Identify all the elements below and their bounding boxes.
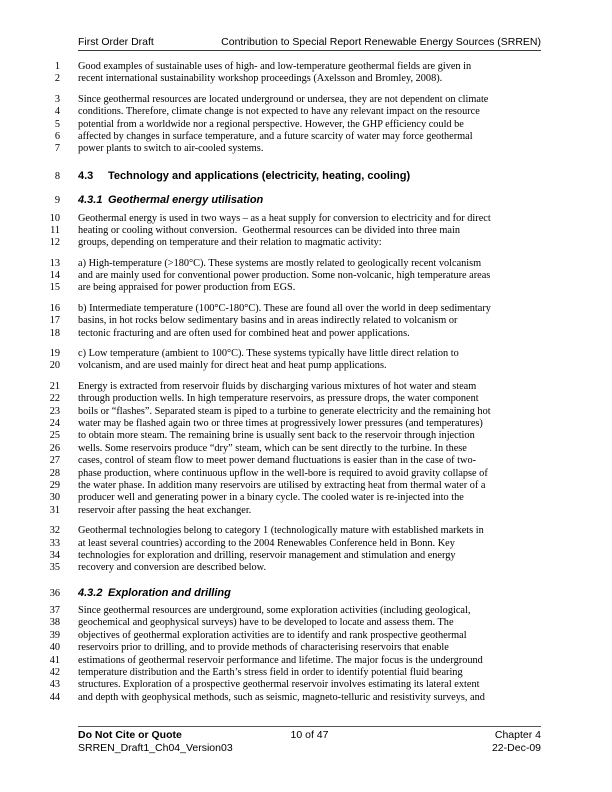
- text-line: [0, 617, 541, 629]
- body-text: b) Intermediate temperature (100°C-180°C). These are found all over the world in deep sedimentary: [78, 302, 491, 314]
- text-line: [0, 393, 541, 405]
- line-number: 1: [54, 61, 60, 72]
- text-line: [0, 655, 541, 667]
- line-number: 14: [49, 270, 60, 282]
- section-heading: [0, 194, 541, 206]
- section-heading: [0, 170, 541, 182]
- heading-line: [0, 170, 541, 182]
- text-line: [0, 605, 541, 617]
- body-text: boils or “flashes”. Separated steam is piped to a turbine to generate electricity and the remaining hot: [78, 405, 491, 417]
- body-text: Since geothermal resources are located underground or undersea, they are not dependent on climate: [78, 93, 489, 105]
- body-text: producer well and generating power in a binary cycle. The cooled water is re-injected into the: [78, 492, 464, 504]
- line-number: 20: [49, 360, 60, 372]
- footer-file-name: SRREN_Draft1_Ch04_Version03: [78, 742, 233, 754]
- line-number: 4: [54, 106, 60, 118]
- text-line: [0, 406, 541, 418]
- body-text: a) High-temperature (>180°C). These systems are mostly related to geologically recent volcanism: [78, 257, 482, 269]
- text-line: [0, 679, 541, 691]
- body-text: through production wells. In high temperature reservoirs, as pressure drops, the water component: [78, 393, 479, 405]
- heading-text: [60, 587, 231, 599]
- line-number: 35: [49, 562, 60, 574]
- text-line: [0, 225, 541, 237]
- page-footer: [78, 726, 541, 755]
- text-line: [0, 630, 541, 642]
- body-text: volcanism, and are used mainly for direct heat and heat pump applications.: [78, 360, 387, 372]
- text-line: [0, 443, 541, 455]
- line-number: 9: [54, 195, 60, 207]
- line-number: 12: [49, 237, 60, 249]
- line-number: 3: [54, 93, 60, 105]
- body-text: Since geothermal resources are underground, some exploration activities (including geological,: [78, 605, 471, 617]
- line-number: 6: [54, 130, 60, 142]
- text-line: [0, 106, 541, 118]
- line-number: 38: [49, 617, 60, 629]
- paragraph: [0, 94, 541, 156]
- text-line: [0, 381, 541, 393]
- line-number: 32: [49, 525, 60, 537]
- line-number: 11: [50, 224, 60, 236]
- body-text: the water phase. In addition many reservoirs are utilised by extracting heat from thermal water of a: [78, 479, 486, 491]
- text-line: [0, 418, 541, 430]
- body-text: reservoirs prior to drilling, and to provide methods of characterising reservoirs that enable: [78, 642, 449, 654]
- paragraph: [0, 303, 541, 340]
- body-text: temperature distribution and the Earth’s stress field in order to identify potential fluid bearing: [78, 667, 463, 679]
- section-heading: [0, 587, 541, 599]
- heading-number: 4.3: [78, 169, 94, 182]
- body-text: and are mainly used for conventional power production. Some non-volcanic, high temperature areas: [78, 270, 491, 282]
- body-text: affected by changes in surface temperature, and a future scarcity of water may force geothermal: [78, 130, 473, 142]
- body-text: basins, in hot rocks below sedimentary basins and in areas indirectly related to volcanism or: [78, 315, 458, 327]
- footer-page-indicator: 10 of 47: [290, 729, 329, 741]
- body-text: groups, depending on temperature and their relation to magmatic activity:: [78, 237, 382, 249]
- text-line: [0, 480, 541, 492]
- paragraph: [0, 61, 541, 86]
- body-text: Geothermal energy is used in two ways – as a heat supply for conversion to electricity and for direct: [78, 212, 491, 224]
- line-number: 10: [49, 212, 60, 224]
- body-text: potential from a worldwide nor a regional perspective. However, the GHP efficiency could be: [78, 118, 464, 130]
- text-line: [0, 348, 541, 360]
- footer-cite-notice: Do Not Cite or Quote: [78, 729, 182, 741]
- line-number: 33: [49, 537, 60, 549]
- text-line: [0, 258, 541, 270]
- line-number: 22: [49, 393, 60, 405]
- text-line: [0, 328, 541, 340]
- paragraph: [0, 381, 541, 517]
- body-text: structures. Exploration of a prospective geothermal reservoir involves estimating its lateral extent: [78, 679, 480, 691]
- text-line: [0, 550, 541, 562]
- line-number: 13: [49, 257, 60, 269]
- body-text: estimations of geothermal reservoir performance and lifetime. The major focus is the underground: [78, 654, 483, 666]
- heading-line: [0, 587, 541, 599]
- page-header: [78, 36, 541, 51]
- paragraph: [0, 525, 541, 575]
- paragraph: [0, 258, 541, 295]
- line-number: 18: [49, 327, 60, 339]
- line-number: 26: [49, 442, 60, 454]
- text-line: [0, 525, 541, 537]
- header-report-title: Contribution to Special Report Renewable Energy Sources (SRREN): [221, 36, 541, 48]
- text-line: [0, 505, 541, 517]
- text-line: [0, 143, 541, 155]
- body-text: cases, control of steam flow to meet power demand fluctuations is easier than in the case of two-: [78, 455, 477, 467]
- line-number: 34: [49, 549, 60, 561]
- body-text: conditions. Therefore, climate change is not expected to have any relevant impact on the resource: [78, 106, 480, 118]
- line-number: 27: [49, 455, 60, 467]
- body-text: geochemical and geophysical surveys) have to be developed to locate and assess them. The: [78, 617, 454, 629]
- body-text: Energy is extracted from reservoir fluids by discharging various mixtures of hot water and steam: [78, 380, 477, 392]
- text-line: [0, 692, 541, 704]
- body-text: reservoir after passing the heat exchanger.: [78, 504, 252, 516]
- body-text: objectives of geothermal exploration activities are to identify and rank prospective geothermal: [78, 629, 467, 641]
- text-line: [0, 492, 541, 504]
- footer-row-1: [78, 729, 541, 742]
- paragraph: [0, 348, 541, 373]
- body-text: recovery and conversion are described below.: [78, 562, 267, 574]
- heading-title: Geothermal energy utilisation: [108, 194, 264, 207]
- text-line: [0, 642, 541, 654]
- text-line: [0, 131, 541, 143]
- text-line: [0, 360, 541, 372]
- body-text: phase production, where continuous upflow in the well-bore is required to avoid gravity collapse of: [78, 467, 488, 479]
- text-line: [0, 119, 541, 131]
- body-text: power plants to switch to air-cooled systems.: [78, 143, 264, 155]
- body-text: water may be flashed again two or three times at progressively lower pressures (and temperatures): [78, 417, 483, 429]
- line-number: 28: [49, 467, 60, 479]
- line-number: 43: [49, 679, 60, 691]
- body-text: heating or cooling without conversion. Geothermal resources can be divided into three main: [78, 224, 461, 236]
- line-number: 17: [49, 315, 60, 327]
- text-line: [0, 94, 541, 106]
- line-number: 15: [49, 282, 60, 294]
- paragraph: [0, 605, 541, 704]
- text-line: [0, 73, 541, 85]
- text-line: [0, 538, 541, 550]
- body-text: tectonic fracturing and are often used for combined heat and power applications.: [78, 327, 410, 339]
- line-number: 8: [54, 170, 60, 182]
- body-text: at least several countries) according to the 2004 Renewables Conference held in Bonn. Key: [78, 537, 455, 549]
- heading-number: 4.3.2: [78, 586, 103, 599]
- text-line: [0, 303, 541, 315]
- body-text: to obtain more steam. The remaining brine is usually sent back to the reservoir through injection: [78, 430, 475, 442]
- line-number: 21: [49, 380, 60, 392]
- line-number: 42: [49, 667, 60, 679]
- text-line: [0, 213, 541, 225]
- text-line: [0, 562, 541, 574]
- document-body: [0, 61, 541, 712]
- heading-text: [60, 170, 410, 182]
- body-text: Good examples of sustainable uses of high- and low-temperature geothermal fields are given in: [78, 61, 472, 72]
- line-number: 25: [49, 430, 60, 442]
- body-text: technologies for exploration and drilling, reservoir management and stimulation and energy: [78, 549, 456, 561]
- heading-text: [60, 194, 263, 206]
- line-number: 41: [49, 654, 60, 666]
- heading-title: Technology and applications (electricity, heating, cooling): [108, 169, 411, 182]
- paragraph: [0, 213, 541, 250]
- heading-number: 4.3.1: [78, 194, 103, 207]
- body-text: c) Low temperature (ambient to 100°C). These systems typically have little direct relation to: [78, 348, 459, 360]
- line-number: 24: [49, 417, 60, 429]
- text-line: [0, 430, 541, 442]
- header-draft-status: First Order Draft: [78, 36, 154, 48]
- body-text: Geothermal technologies belong to category 1 (technologically mature with established markets in: [78, 525, 484, 537]
- line-number: 5: [54, 118, 60, 130]
- line-number: 40: [49, 642, 60, 654]
- text-line: [0, 315, 541, 327]
- text-line: [0, 270, 541, 282]
- line-number: 37: [49, 605, 60, 617]
- footer-row-2: [78, 742, 541, 755]
- text-line: [0, 282, 541, 294]
- line-number: 23: [49, 405, 60, 417]
- line-number: 39: [49, 629, 60, 641]
- body-text: are being appraised for power production from EGS.: [78, 282, 296, 294]
- line-number: 19: [49, 348, 60, 360]
- line-number: 16: [49, 302, 60, 314]
- text-line: [0, 237, 541, 249]
- line-number: 44: [49, 691, 60, 703]
- body-text: and depth with geophysical methods, such as seismic, magneto-telluric and resistivity surveys, and: [78, 691, 485, 703]
- footer-date: 22-Dec-09: [491, 742, 541, 754]
- body-text: recent international sustainability workshop proceedings (Axelsson and Bromley, 2008).: [78, 73, 443, 85]
- line-number: 36: [49, 587, 60, 599]
- heading-line: [0, 194, 541, 206]
- text-line: [0, 61, 541, 73]
- line-number: 7: [54, 143, 60, 155]
- line-number: 30: [49, 492, 60, 504]
- line-number: 29: [49, 479, 60, 491]
- text-line: [0, 468, 541, 480]
- line-number: 31: [49, 504, 60, 516]
- footer-chapter: Chapter 4: [494, 729, 541, 741]
- heading-title: Exploration and drilling: [108, 586, 231, 599]
- line-number: 2: [54, 73, 60, 85]
- text-line: [0, 455, 541, 467]
- text-line: [0, 667, 541, 679]
- body-text: wells. Some reservoirs produce “dry” steam, which can be sent directly to the turbine. In these: [78, 442, 467, 454]
